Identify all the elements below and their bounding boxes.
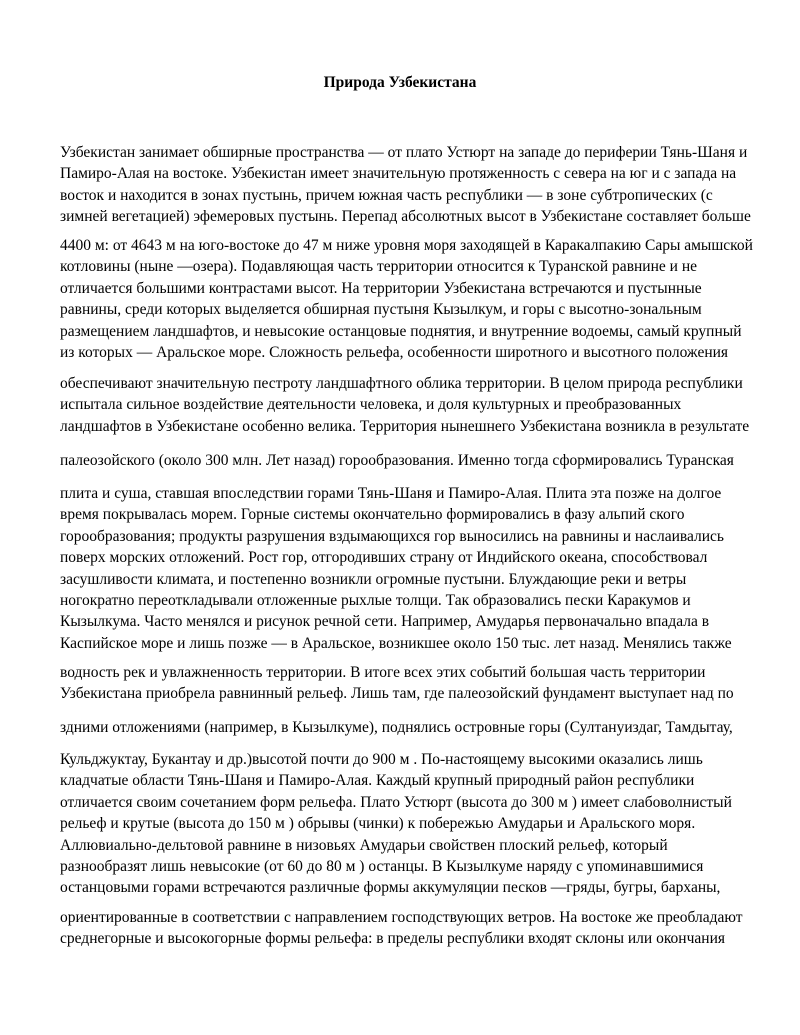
text-line: зимней вегетацией) эфемеровых пустынь. Перепад абсолютных высот в Узбекистане составляет больше (60, 208, 751, 226)
text-line: разнообразят лишь невысокие (от 60 до 80 м ) останцы. В Кызылкуме наряду с упоминавшимися (60, 857, 704, 875)
paragraph (60, 717, 780, 738)
text-line: Кызылкума. Часто менялся и рисунок речной сети. Например, Амударья первоначально впадала в (60, 613, 710, 631)
text-line: ландшафтов в Узбекистане особенно велика. Территория нынешнего Узбекистана возникла в результате (60, 417, 750, 435)
paragraph (60, 749, 780, 899)
text-line: поверх морских отложений. Рост гор, отгородивших страну от Индийского океана, способствовал (60, 549, 708, 567)
text-line: время покрывалась морем. Горные системы окончательно формировались в фазу альпий ского (60, 506, 685, 524)
text-line: ногократно переоткладывали отложенные рыхлые толщи. Так образовались пески Каракумов и (60, 591, 691, 609)
text-line: палеозойского (около 300 млн. Лет назад) горообразования. Именно тогда сформировались Туранская (60, 452, 734, 469)
text-line: Кульджуктау, Букантау и др.)высотой почти до 900 м . По-настоящему высокими оказались лишь (60, 751, 703, 768)
text-line: ориентированные в соответствии с направлением господствующих ветров. На востоке же преобладают (60, 909, 743, 926)
paragraph (60, 450, 780, 471)
text-line: Узбекистан занимает обширные пространства — от плато Устюрт на западе до периферии Тянь-Шаня и (60, 144, 748, 161)
text-line: здними отложениями (например, в Кызылкуме), поднялись островные горы (Султануиздаг, Тамдытау, (60, 719, 733, 736)
text-line: рельеф и крутые (высота до 150 м ) обрывы (чинки) к побережью Амударьи и Аральского моря. (60, 815, 696, 833)
text-line: Памиро-Алая на востоке. Узбекистан имеет значительную протяженность с севера на юг и с запада на (60, 165, 737, 183)
text-line: испытала сильное воздействие деятельности человека, и доля культурных и преобразованных (60, 396, 682, 414)
text-line: котловины (ныне —озера). Подавляющая часть территории относится к Туранской равнине и не (60, 258, 697, 276)
paragraph (60, 373, 780, 437)
text-line: останцовыми горами встречаются различные формы аккумуляции песков —гряды, бугры, барханы, (60, 879, 721, 897)
text-line: Узбекистана приобрела равнинный рельеф. Лишь там, где палеозойский фундамент выступает над по (60, 685, 734, 703)
text-line: 4400 м: от 4643 м на юго-востоке до 47 м ниже уровня моря заходящей в Каракалпакию Сары амышской (60, 237, 753, 254)
text-line: Каспийское море и лишь позже — в Аральское, возникшее около 150 тыс. лет назад. Менялись также (60, 634, 732, 652)
text-line: восток и находится в зонах пустынь, причем южная часть республики — в зоне субтропических (с (60, 186, 713, 204)
text-line: водность рек и увлажненность территории. В итоге всех этих событий большая часть территории (60, 664, 706, 681)
text-line: плита и суша, ставшая впоследствии горами Тянь-Шаня и Памиро-Алая. Плита эта позже на долгое (60, 485, 722, 502)
text-line: среднегорные и высокогорные формы рельефа: в пределы республики входят склоны или окончания (60, 930, 726, 948)
text-line: обеспечивают значительную пестроту ландшафтного облика территории. В целом природа республики (60, 375, 743, 392)
text-line: размещением ландшафтов, и невысокие останцовые поднятия, и внутренние водоемы, самый крупный (60, 322, 742, 340)
text-line: отличается своим сочетанием форм рельефа. Плато Устюрт (высота до 300 м ) имеет слабоволнистый (60, 793, 732, 811)
text-line: из которых — Аральское море. Сложность рельефа, особенности широтного и высотного положения (60, 343, 729, 361)
text-line: отличается большими контрастами высот. На территории Узбекистана встречаются и пустынные (60, 279, 702, 297)
paragraph (60, 142, 780, 228)
paragraph (60, 662, 780, 705)
paragraph (60, 907, 780, 950)
paragraph (60, 483, 780, 654)
text-line: засушливости климата, и постепенно возникли огромные пустыни. Блуждающие реки и ветры (60, 570, 687, 588)
text-line: горообразования; продукты разрушения вздымающихся гор выносились на равнины и наслаивались (60, 527, 724, 545)
text-line: кладчатые области Тянь-Шаня и Памиро-Алая. Каждый крупный природный район республики (60, 772, 695, 790)
text-line: Аллювиально-дельтовой равнине в низовьях Амударьи свойствен плоский рельеф, который (60, 836, 668, 854)
paragraph (60, 235, 780, 363)
text-line: равнины, среди которых выделяется обширная пустыня Кызылкум, и горы с высотно-зональным (60, 301, 702, 319)
document-title: Природа Узбекистана (323, 74, 477, 91)
